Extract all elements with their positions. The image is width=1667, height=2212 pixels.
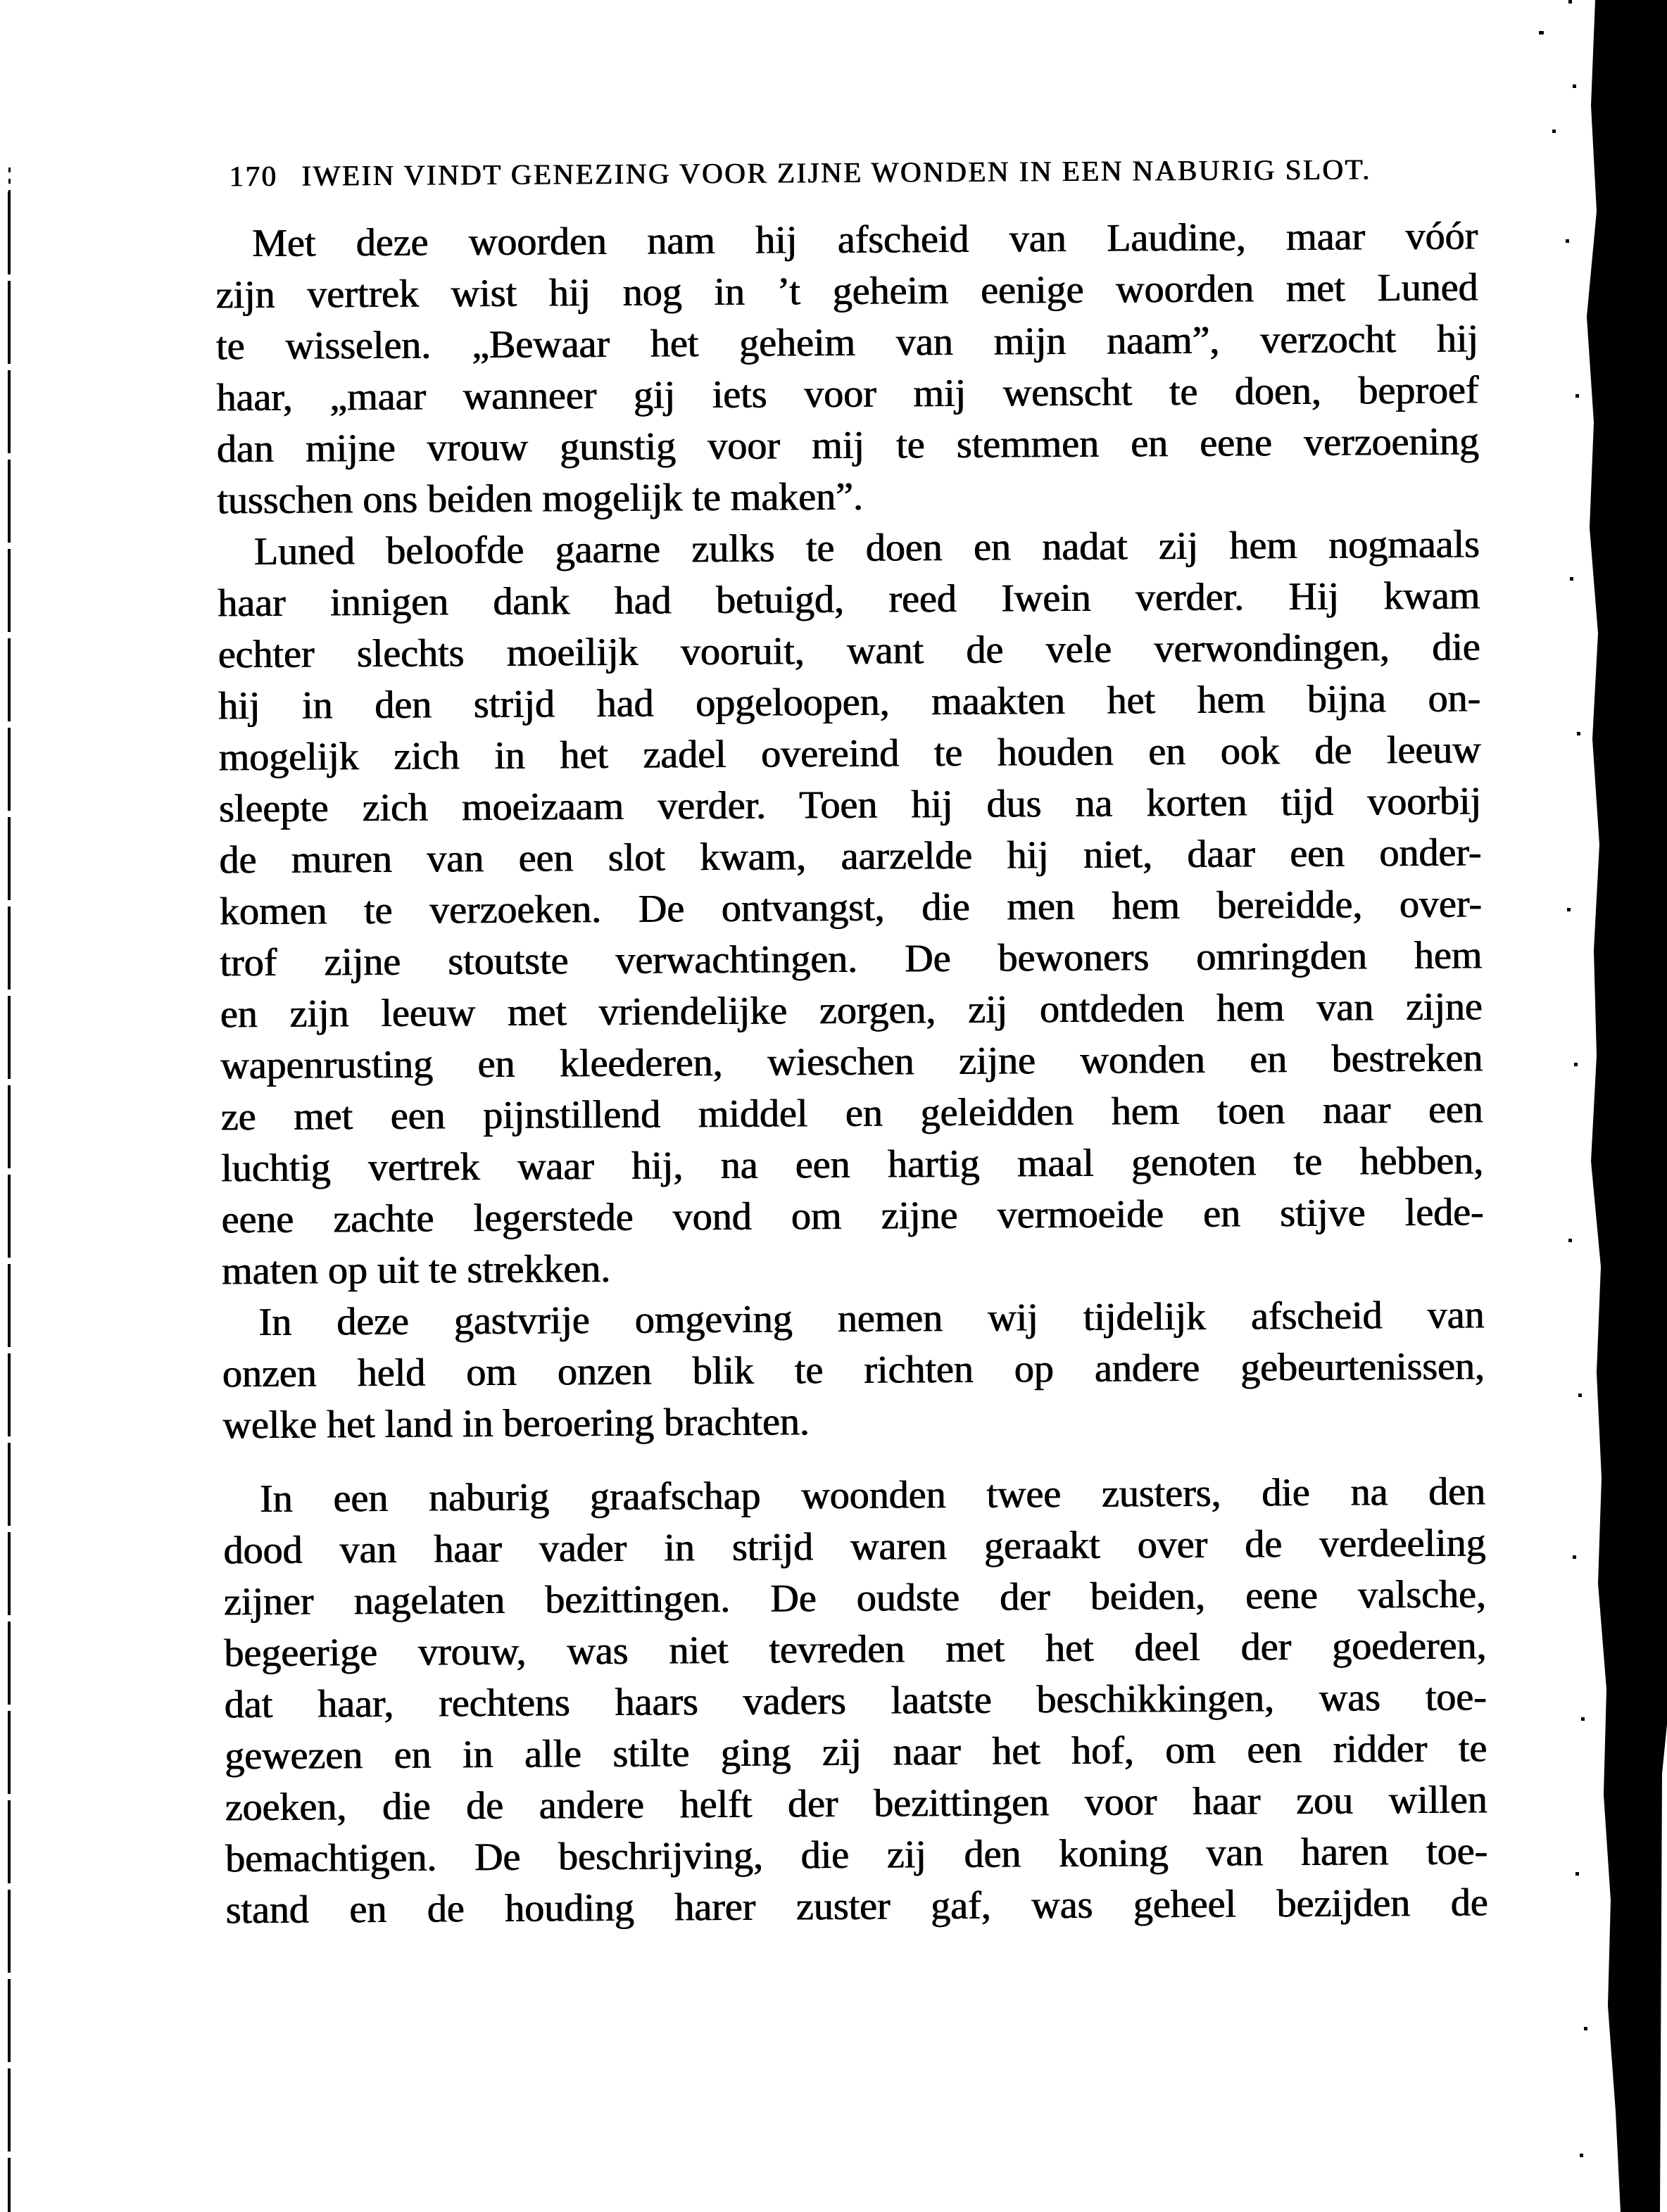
paragraph-1 xyxy=(215,210,1480,526)
text-line: In een naburig graafschap woonden twee zusters, die na den xyxy=(259,1470,1486,1522)
text-line: sleepte zich moeizaam verder. Toen hij dus na korten tijd voorbij xyxy=(218,779,1482,831)
text-line: maten op uit te strekken. xyxy=(221,1246,611,1294)
text-line: luchtig vertrek waar hij, na een hartig maal genoten te hebben, xyxy=(221,1139,1484,1191)
text-line: te wisselen. „Bewaar het geheim van mijn naam”, verzocht hij xyxy=(215,317,1479,369)
text-line: gewezen en in alle stilte ging zij naar het hof, om een ridder te xyxy=(225,1726,1487,1778)
page-body-text xyxy=(215,210,1488,1936)
text-line: mogelijk zich in het zadel overeind te houden en ook de leeuw xyxy=(218,728,1481,780)
text-line: bemachtigen. De beschrijving, die zij den koning van haren toe- xyxy=(225,1829,1488,1881)
paragraph-4 xyxy=(223,1466,1488,1936)
text-line: zijn vertrek wist hij nog in ’t geheim eenige woorden met Luned xyxy=(215,265,1478,317)
header-left-group xyxy=(229,152,1372,193)
text-line: welke het land in beroering brachten. xyxy=(222,1400,810,1448)
text-line: begeerige vrouw, was niet tevreden met het deel der goederen, xyxy=(224,1624,1487,1676)
scan-binding-shadow xyxy=(1577,0,1667,2212)
text-line: de muren van een slot kwam, aarzelde hij niet, daar een onder- xyxy=(219,830,1482,883)
text-line: stand en de houding harer zuster gaf, was geheel bezijden de xyxy=(225,1881,1488,1933)
text-line: dan mijne vrouw gunstig voor mij te stemmen en eene verzoening xyxy=(216,419,1480,472)
text-line: haar, „maar wanneer gij iets voor mij wenscht te doen, beproef xyxy=(216,368,1479,420)
text-line: dat haar, rechtens haars vaders laatste beschikkingen, was toe- xyxy=(224,1675,1487,1727)
text-line: haar innigen dank had betuigd, reed Iwein verder. Hij kwam xyxy=(218,574,1480,626)
paragraph-3 xyxy=(222,1289,1485,1451)
text-line: wapenrusting en kleederen, wieschen zijne wonden en bestreken xyxy=(220,1036,1483,1088)
running-title: IWEIN VINDT GENEZING VOOR ZIJNE WONDEN IN EEN NABURIG SLOT. xyxy=(301,153,1372,192)
text-line: ze met een pijnstillend middel en geleidden hem toen naar een xyxy=(220,1087,1484,1139)
scan-left-edge-line xyxy=(8,191,11,2212)
scan-speck xyxy=(1552,129,1556,133)
text-line: komen te verzoeken. De ontvangst, die men hem bereidde, over- xyxy=(219,882,1483,934)
text-line: tusschen ons beiden mogelijk te maken”. xyxy=(217,474,864,523)
text-line: trof zijne stoutste verwachtingen. De bewoners omringden hem xyxy=(220,933,1483,985)
scan-noise-specks xyxy=(1568,0,1572,4)
page-number: 170 xyxy=(229,159,278,193)
text-line: zijner nagelaten bezittingen. De oudste der beiden, eene valsche, xyxy=(223,1572,1487,1624)
text-line: dood van haar vader in strijd waren geraakt over de verdeeling xyxy=(223,1521,1486,1573)
text-line: Luned beloofde gaarne zulks te doen en nadat zij hem nogmaals xyxy=(253,522,1480,574)
text-line: In deze gastvrije omgeving nemen wij tijdelijk afscheid van xyxy=(258,1293,1485,1345)
paragraph-2 xyxy=(218,519,1485,1297)
text-line: eene zachte legerstede vond om zijne vermoeide en stijve lede- xyxy=(221,1190,1484,1242)
text-line: onzen held om onzen blik te richten op andere gebeurtenissen, xyxy=(222,1344,1485,1396)
running-header xyxy=(229,151,1477,193)
text-line: echter slechts moeilijk vooruit, want de vele verwondingen, die xyxy=(218,625,1480,677)
text-line: en zijn leeuw met vriendelijke zorgen, zij ontdeden hem van zijne xyxy=(220,985,1483,1037)
scan-speck xyxy=(1539,31,1544,34)
text-line: zoeken, die de andere helft der bezittingen voor haar zou willen xyxy=(225,1778,1487,1830)
text-line: hij in den strijd had opgeloopen, maakten het hem bijna on- xyxy=(218,676,1481,728)
text-line: Met deze woorden nam hij afscheid van Laudine, maar vóór xyxy=(252,214,1478,266)
